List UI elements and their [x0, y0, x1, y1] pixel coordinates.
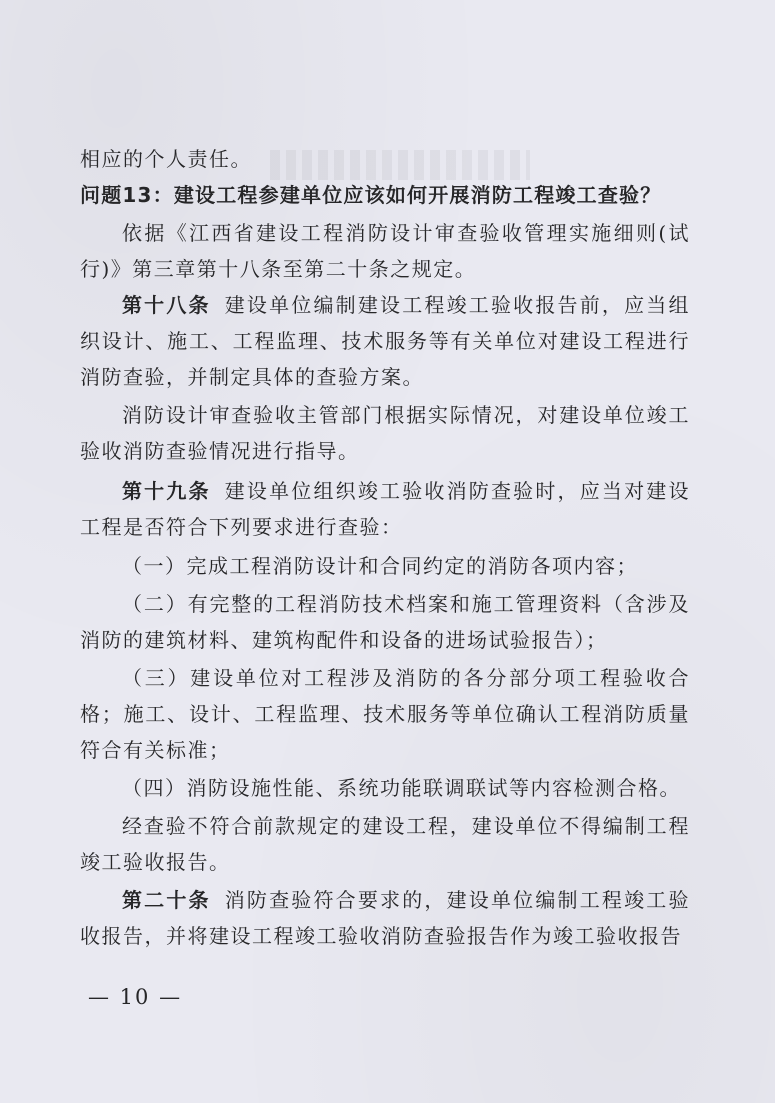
paragraph-text: 经查验不符合前款规定的建设工程，建设单位不得编制工程竣工验收报告。 [80, 814, 690, 874]
item-text: （二）有完整的工程消防技术档案和施工管理资料（含涉及消防的建筑材料、建筑构配件和设备的进场试验报告）； [80, 592, 690, 652]
article-title: 第十八条 [122, 293, 211, 317]
paragraph-guidance [80, 397, 690, 469]
article-18 [80, 287, 690, 395]
question-heading [80, 177, 690, 213]
paragraph-carryover [80, 141, 690, 177]
paragraph-text: 相应的个人责任。 [80, 147, 252, 171]
item-2 [80, 586, 690, 658]
item-1 [80, 548, 690, 584]
item-text: （三）建设单位对工程涉及消防的各分部分项工程验收合格；施工、设计、工程监理、技术服务等单位确认工程消防质量符合有关标准； [80, 666, 690, 762]
paragraph-noncompliance [80, 808, 690, 880]
item-text: （一）完成工程消防设计和合同约定的消防各项内容； [122, 554, 638, 578]
article-title: 第十九条 [122, 479, 211, 503]
article-text: 建设单位编制建设工程竣工验收报告前，应当组织设计、施工、工程监理、技术服务等有关单位对建设工程进行消防查验，并制定具体的查验方案。 [80, 293, 690, 389]
article-text: 建设单位组织竣工验收消防查验时，应当对建设工程是否符合下列要求进行查验： [80, 479, 690, 539]
heading-text: 问题13：建设工程参建单位应该如何开展消防工程竣工查验？ [80, 183, 662, 207]
paragraph-text: 依据《江西省建设工程消防设计审查验收管理实施细则(试行)》第三章第十八条至第二十条之规定。 [80, 221, 690, 281]
article-19 [80, 473, 690, 545]
paragraph-text: 消防设计审查验收主管部门根据实际情况，对建设单位竣工验收消防查验情况进行指导。 [80, 403, 690, 463]
item-3 [80, 660, 690, 768]
article-text: 消防查验符合要求的，建设单位编制工程竣工验收报告，并将建设工程竣工验收消防查验报告作为竣工验收报告 [80, 888, 690, 948]
article-20 [80, 882, 690, 954]
page-number: — 10 — [88, 985, 183, 1009]
item-4 [80, 770, 690, 806]
item-text: （四）消防设施性能、系统功能联调联试等内容检测合格。 [122, 776, 681, 800]
paragraph-basis [80, 215, 690, 287]
article-title: 第二十条 [122, 888, 211, 912]
